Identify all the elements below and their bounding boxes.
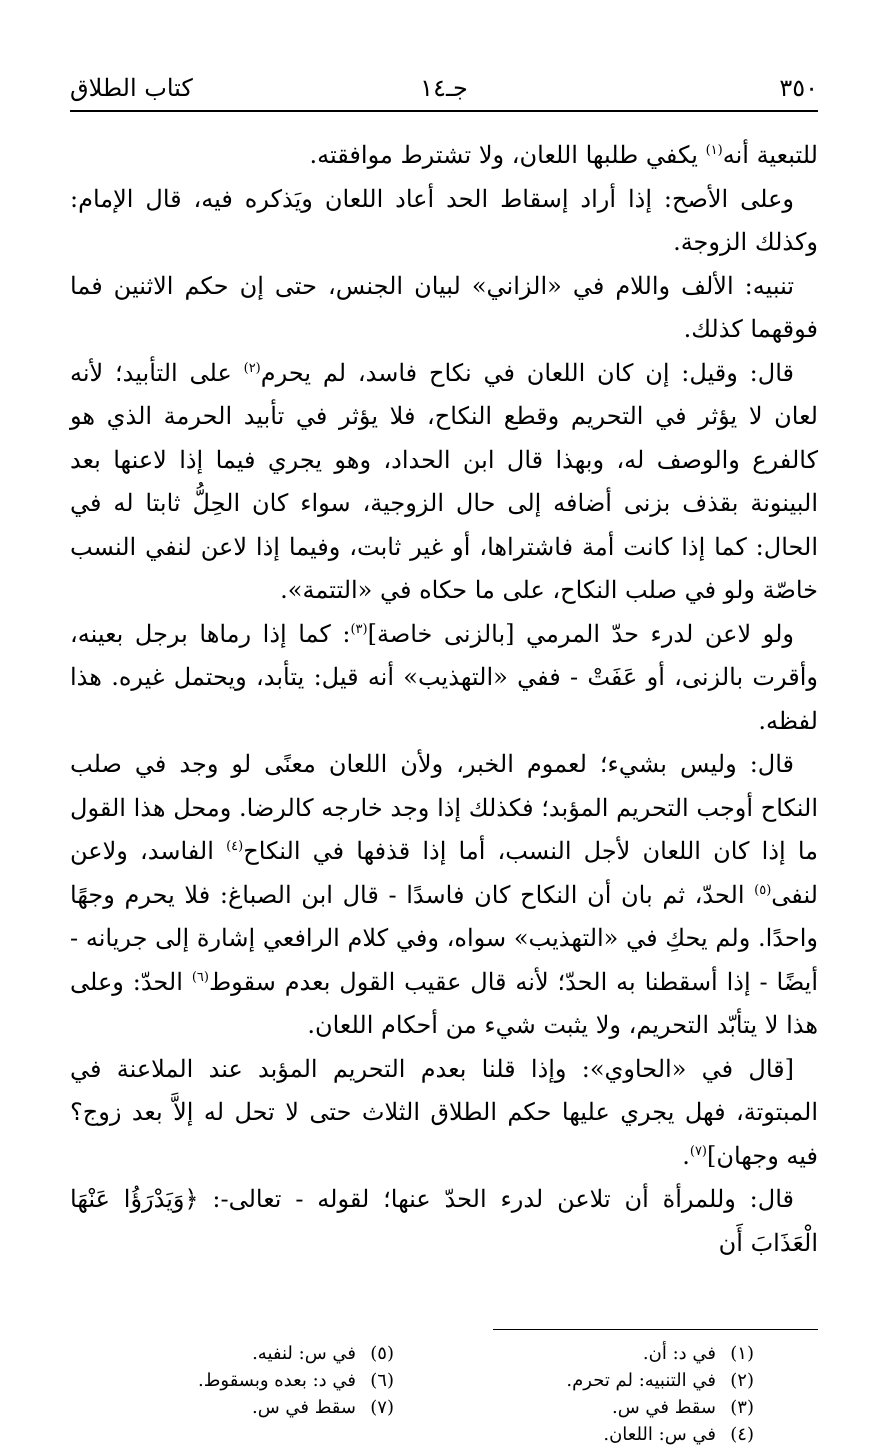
footnote [484,1367,754,1394]
footnote [484,1340,754,1367]
footnote-number: (٧) [370,1397,394,1418]
text-run: يكفي طلبها اللعان، ولا تشترط موافقته. [309,141,706,169]
text-run: قال: وقيل: إن كان اللعان في نكاح فاسد، لم يحرم [260,358,794,387]
paragraph [70,265,818,352]
footnote-column-left [124,1340,394,1448]
text-run: قال: وليس بشيء؛ لعموم الخبر، ولأن اللعان معنًى لو وجد في صلب النكاح أوجب التحريم المؤبد؛ فكذلك إذا وجد خارجه كالرضا. ومحل هذا القول ما إذا كان اللعان لأجل النسب، أما إذا قذفها في النكاح [70,750,818,865]
text-run: على التأبيد؛ لأنه لعان لا يؤثر في التحريم وقطع النكاح، فلا يؤثر في تأبيد الحرمة الذي هو كالفرع والوصف له، وبهذا قال ابن الحداد، وهو يجري فيما إذا لاعنها بعد البينونة بقذف بزنى أضافه إلى حال الزوجية، سواء كان الحِلُّ ثابتا له في الحال: كما إذا كانت أمة فاشتراها، أو غير ثابت، وفيما إذا لاعن لنفي النسب خاصّة ولو في صلب النكاح، على ما حكاه في «التتمة». [70,358,818,604]
footnote-text: في س: لنفيه. [252,1343,356,1364]
footnote-reference: (٢) [243,360,261,376]
footnote [484,1394,754,1421]
header-rule [70,110,818,112]
text-run: الحدّ، ثم بان أن النكاح كان فاسدًا - قال ابن الصباغ: فلا يحرم وجهًا واحدًا. ولم يحكِ في «التهذيب» سواه، وفي كلام الرافعي إشارة إلى جريانه - أيضًا - إذا أسقطنا به الحدّ؛ لأنه قال عقيب القول بعدم سقوط [70,880,819,996]
footnote-reference: (٣) [350,621,368,637]
paragraph [70,743,818,1048]
footnote-reference: (٥) [754,882,772,898]
footnote [484,1421,754,1448]
text-run: ولو لاعن لدرء حدّ المرمي [بالزنى خاصة] [367,619,794,648]
text-run: : كما إذا رماها برجل بعينه، وأقرت بالزنى، أو عَفَتْ - ففي «التهذيب» أنه قيل: يتأبد، ويحتمل غيره. هذا لفظه. [70,619,818,735]
footnote-text: في د: بعده وبسقوط. [198,1370,356,1391]
footnote-number: (٢) [730,1370,754,1391]
running-header [70,70,818,110]
paragraph [70,1048,818,1179]
book-page [70,70,818,1448]
footnote-text: في س: اللعان. [603,1424,716,1445]
footnote-reference: (١) [705,143,723,158]
page-number: ٣٥٠ [779,74,818,102]
paragraph [70,352,818,613]
footnote-reference: (٧) [689,1143,707,1159]
footnote-column-right [484,1340,754,1448]
text-run: وعلى الأصح: إذا أراد إسقاط الحد أعاد اللعان ويَذكره فيه، قال الإمام: وكذلك الزوجة. [70,184,818,256]
footnote-number: (٤) [730,1424,754,1445]
footnote [124,1340,394,1367]
text-run: الحدّ: وعلى هذا لا يتأبّد التحريم، ولا يثبت شيء من أحكام اللعان. [70,967,818,1039]
footnotes [70,1340,818,1448]
text-run: [قال في «الحاوي»: وإذا قلنا بعدم التحريم المؤبد عند الملاعنة في المبتوتة، فهل يجري عليها حكم الطلاق الثلاث حتى لا تحل له إلاَّ بعد زوج؟ فيه وجهان] [70,1054,818,1170]
text-run: الفاسد، ولاعن لنفى [70,837,818,909]
footnote [124,1394,394,1421]
paragraph [70,1178,818,1265]
footnote-text: سقط في س. [611,1397,716,1418]
footnote-reference: (٤) [226,839,244,854]
footnote-number: (٥) [370,1343,394,1364]
footnote-number: (٦) [370,1370,394,1391]
text-run: تنبيه: الألف واللام في «الزاني» لبيان الجنس، حتى إن حكم الاثنين فما فوقهما كذلك. [70,271,818,343]
footnote-text: في التنبيه: لم تحرم. [566,1370,716,1391]
footnote-reference: (٦) [191,969,209,985]
footnote-number: (٣) [730,1397,754,1418]
footnote-text: في د: أن. [642,1343,716,1364]
text-run: قال: وللمرأة أن تلاعن لدرء الحدّ عنها؛ لقوله - تعالى-: ﴿وَيَدْرَؤُا عَنْهَا الْعَذَابَ أَن [70,1185,818,1257]
footnote-number: (١) [730,1343,754,1364]
footnote-rule [493,1329,818,1330]
paragraph [70,613,818,744]
volume-label: جـ١٤ [420,74,468,102]
paragraph [70,134,818,178]
text-run: . [682,1141,690,1170]
footnote-text: سقط في س. [251,1397,356,1418]
footnote [124,1367,394,1394]
paragraph [70,178,818,265]
main-text [70,134,818,1265]
book-title: كتاب الطلاق [70,74,193,102]
text-run: للتبعية أنه [722,141,818,169]
